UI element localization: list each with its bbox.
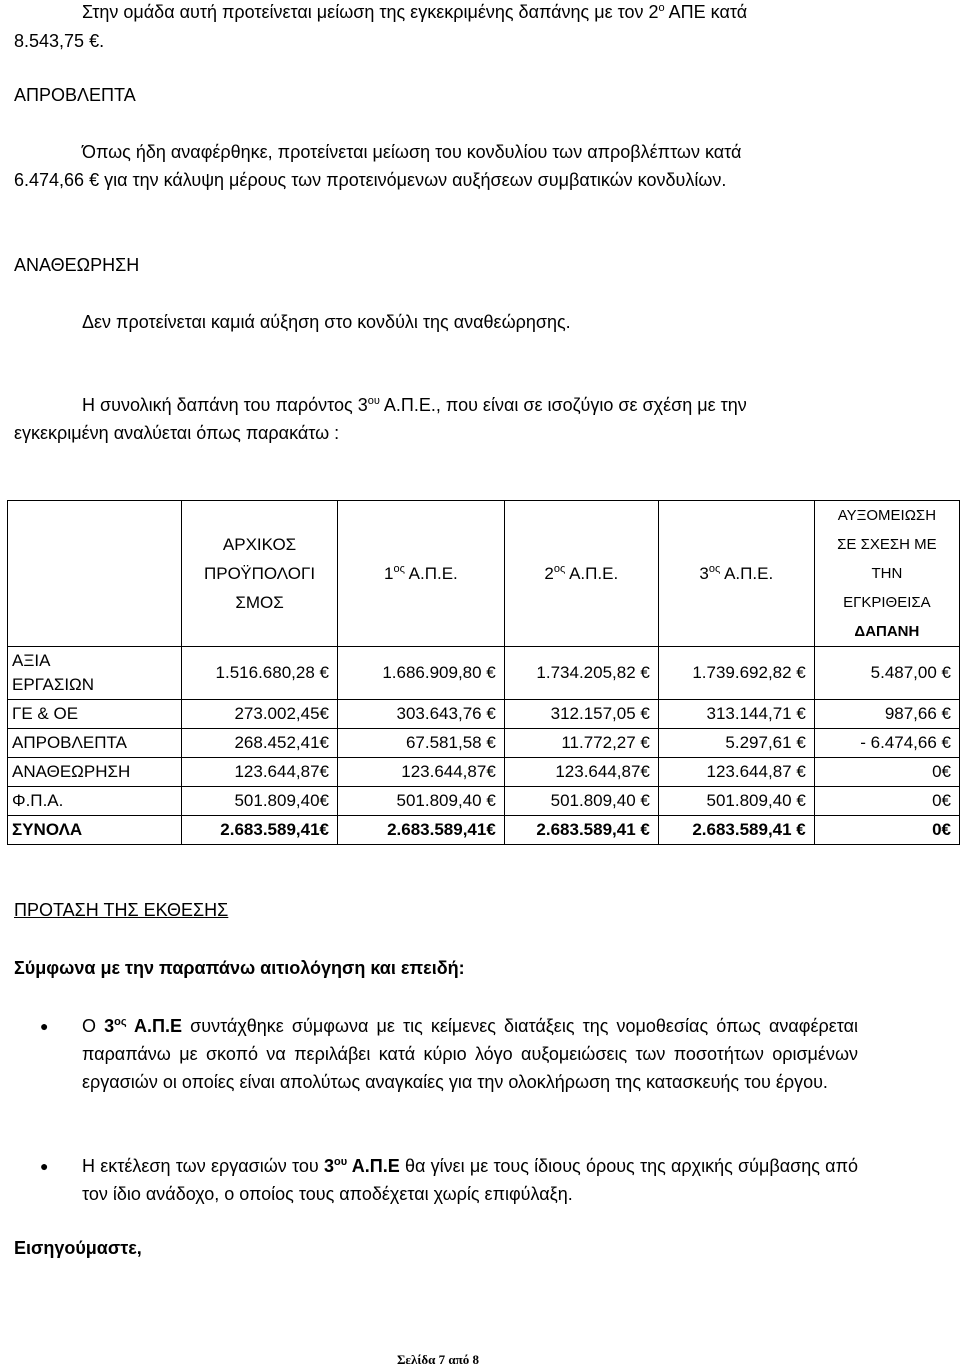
cell-ape-2: 501.809,40 €	[504, 787, 658, 816]
proposal-bullet-1	[82, 1012, 858, 1096]
bullet-1-num: 3	[104, 1016, 115, 1036]
intro-line-2: 8.543,75 €.	[14, 31, 105, 51]
bullet-2-ape: Α.Π.Ε	[347, 1156, 400, 1176]
bullet-2-num: 3	[323, 1156, 334, 1176]
row-label: ΑΠΡΟΒΛΕΠΤΑ	[8, 729, 182, 758]
header-ape-label: Α.Π.Ε.	[720, 564, 774, 583]
aprovlepta-heading: ΑΠΡΟΒΛΕΠΤΑ	[14, 85, 136, 105]
summary-line-1	[82, 395, 747, 416]
cell-difference: 987,66 €	[814, 700, 959, 729]
bullet-2-sup: ου	[334, 1156, 348, 1168]
aprovlepta-line-1: Όπως ήδη αναφέρθηκε, προτείνεται μείωση του κονδυλίου των απροβλέπτων κατά	[82, 142, 742, 162]
cell-initial: 501.809,40€	[182, 787, 338, 816]
cell-initial: 2.683.589,41€	[182, 816, 338, 845]
proposal-heading: ΠΡΟΤΑΣΗ ΤΗΣ ΕΚΘΕΣΗΣ	[14, 900, 229, 920]
row-label: ΣΥΝΟΛΑ	[8, 816, 182, 845]
bullet-1-pre: Ο	[82, 1016, 105, 1036]
cell-initial: 268.452,41€	[182, 729, 338, 758]
bullet-2-icon: ●	[40, 1158, 49, 1174]
cell-ape-2: 123.644,87€	[504, 758, 658, 787]
row-label: Φ.Π.Α.	[8, 787, 182, 816]
header-initial-line: ΑΡΧΙΚΟΣ	[222, 535, 297, 554]
header-diff-line: ΤΗΝ	[871, 565, 903, 582]
header-ape-num: 3	[699, 564, 709, 583]
cell-ape-3: 501.809,40 €	[658, 787, 814, 816]
cell-difference: - 6.474,66 €	[814, 729, 959, 758]
row-label: ΑΝΑΘΕΩΡΗΣΗ	[8, 758, 182, 787]
budget-table	[7, 500, 960, 845]
header-initial-line: ΠΡΟΫΠΟΛΟΓΙ	[203, 564, 316, 583]
cell-ape-2: 1.734.205,82 €	[504, 647, 658, 700]
header-ape-2	[504, 501, 658, 647]
row-label-line: ΑΞΙΑ	[12, 651, 51, 670]
bullet-2-text: θα γίνει με τους ίδιους όρους της αρχικής σύμβασης από τον ίδιο ανάδοχο, ο οποίος τους αποδέχεται χωρίς επιφύλαξη.	[82, 1156, 858, 1204]
summary-text-post: Α.Π.Ε., που είναι σε ισοζύγιο σε σχέση με την	[379, 395, 747, 415]
summary-text: Η συνολική δαπάνη του παρόντος 3	[82, 395, 368, 415]
summary-sup: ου	[367, 395, 380, 407]
cell-ape-2: 11.772,27 €	[504, 729, 658, 758]
intro-text: Στην ομάδα αυτή προτείνεται μείωση της εγκεκριμένης δαπάνης με τον 2	[82, 2, 659, 22]
proposal-bullet-2	[82, 1152, 858, 1208]
table-row	[8, 787, 960, 816]
bullet-1-text: συντάχθηκε σύμφωνα με τις κείμενες διατάξεις της νομοθεσίας όπως αναφέρεται παραπάνω με σκοπό να περιλάβει κατά κύριο λόγο αυξομειώσεις των ποσοτήτων ορισμένων εργασιών οι οποίες είναι απολύτως αναγκαίες για την ολοκλήρωση της κατασκευής του έργου.	[82, 1016, 858, 1092]
header-ape-3	[658, 501, 814, 647]
cell-initial: 123.644,87€	[182, 758, 338, 787]
header-ape-label: Α.Π.Ε.	[404, 564, 458, 583]
bullet-1-icon: ●	[40, 1018, 49, 1034]
table-row	[8, 647, 960, 700]
header-ape-sup: ος	[708, 563, 721, 575]
bullet-2-pre: Η εκτέλεση των εργασιών του	[82, 1156, 324, 1176]
aprovlepta-line-2: 6.474,66 € για την κάλυψη μέρους των προτεινόμενων αυξήσεων συμβατικών κονδυλίων.	[14, 170, 727, 190]
header-ape-1	[338, 501, 505, 647]
cell-difference: 5.487,00 €	[814, 647, 959, 700]
cell-ape-2: 2.683.589,41 €	[504, 816, 658, 845]
header-initial	[182, 501, 338, 647]
header-initial-line: ΣΜΟΣ	[235, 593, 284, 612]
header-ape-sup: ος	[553, 563, 566, 575]
cell-ape-1: 123.644,87€	[338, 758, 505, 787]
bullet-1-ape: Α.Π.Ε	[126, 1016, 183, 1036]
header-ape-num: 1	[383, 564, 394, 583]
cell-ape-2: 312.157,05 €	[504, 700, 658, 729]
cell-difference: 0€	[814, 787, 959, 816]
header-diff-line: ΣΕ ΣΧΕΣΗ ΜΕ	[837, 536, 937, 553]
header-diff-line: ΔΑΠΑΝΗ	[854, 623, 920, 640]
table-row	[8, 729, 960, 758]
summary-line-2: εγκεκριμένη αναλύεται όπως παρακάτω :	[14, 423, 340, 443]
bullet-1-sup: ος	[114, 1016, 127, 1028]
cell-difference: 0€	[814, 758, 959, 787]
cell-initial: 273.002,45€	[182, 700, 338, 729]
cell-difference: 0€	[814, 816, 959, 845]
cell-ape-1: 67.581,58 €	[338, 729, 505, 758]
table-header-row	[8, 501, 960, 647]
row-label: ΓΕ & ΟΕ	[8, 700, 182, 729]
cell-ape-1: 2.683.589,41€	[338, 816, 505, 845]
cell-ape-3: 123.644,87 €	[658, 758, 814, 787]
anatheorisi-line-1: Δεν προτείνεται καμιά αύξηση στο κονδύλι της αναθεώρησης.	[82, 312, 571, 332]
cell-initial: 1.516.680,28 €	[182, 647, 338, 700]
cell-ape-3: 2.683.589,41 €	[658, 816, 814, 845]
intro-sup: ο	[658, 2, 665, 14]
header-diff-line: ΕΓΚΡΙΘΕΙΣΑ	[843, 594, 931, 611]
cell-ape-1: 501.809,40 €	[338, 787, 505, 816]
header-ape-num: 2	[544, 564, 554, 583]
header-empty	[8, 501, 182, 647]
cell-ape-3: 1.739.692,82 €	[658, 647, 814, 700]
header-ape-label: Α.Π.Ε.	[565, 564, 619, 583]
header-ape-sup: ος	[393, 563, 405, 575]
anatheorisi-heading: ΑΝΑΘΕΩΡΗΣΗ	[14, 255, 140, 275]
header-difference	[814, 501, 959, 647]
row-label-line: ΕΡΓΑΣΙΩΝ	[12, 675, 95, 694]
table-row-total	[8, 816, 960, 845]
header-diff-line: ΑΥΞΟΜΕΙΩΣΗ	[837, 507, 937, 524]
cell-ape-3: 313.144,71 €	[658, 700, 814, 729]
cell-ape-3: 5.297,61 €	[658, 729, 814, 758]
proposal-subheading: Σύμφωνα με την παραπάνω αιτιολόγηση και επειδή:	[14, 958, 465, 978]
table-row	[8, 758, 960, 787]
intro-line-1	[82, 2, 747, 23]
intro-text-post: ΑΠΕ κατά	[664, 2, 748, 22]
row-label	[8, 647, 182, 700]
table-row	[8, 700, 960, 729]
closing-text: Εισηγούμαστε,	[14, 1238, 142, 1258]
cell-ape-1: 303.643,76 €	[338, 700, 505, 729]
page-number: Σελίδα 7 από 8	[396, 1352, 480, 1367]
cell-ape-1: 1.686.909,80 €	[338, 647, 505, 700]
